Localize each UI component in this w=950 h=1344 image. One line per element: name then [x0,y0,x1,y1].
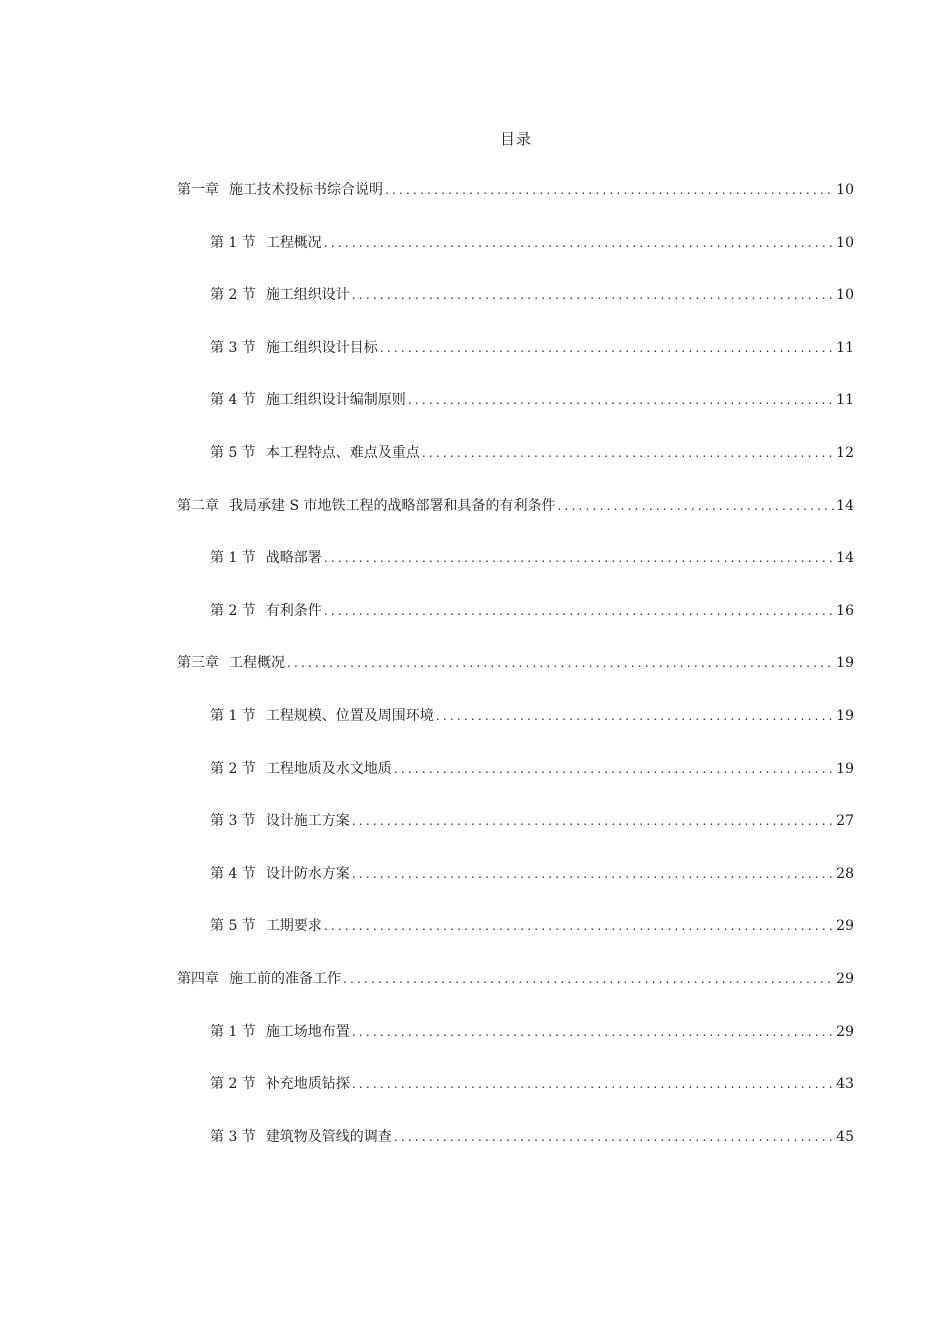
entry-title: 施工场地布置 [265,1024,350,1040]
entry-page-number: 11 [836,392,854,408]
dot-leader [394,759,834,779]
entry-number: 第 4 节 [210,866,256,882]
entry-number: 第 2 节 [210,761,256,777]
entry-page-number: 12 [836,445,854,461]
dot-leader [343,969,834,989]
entry-number: 第三章 [177,655,219,671]
toc-section-entry[interactable] [210,443,854,463]
entry-number: 第 5 节 [210,445,256,461]
entry-title: 施工前的准备工作 [229,971,341,987]
toc-section-entry[interactable] [210,233,854,253]
toc-chapter-entry[interactable] [177,180,854,200]
entry-page-number: 29 [836,1024,854,1040]
toc-section-entry[interactable] [210,916,854,936]
toc-chapter-entry[interactable] [177,496,854,516]
toc-chapter-entry[interactable] [177,653,854,673]
dot-leader [324,233,834,253]
entry-page-number: 10 [836,235,854,251]
dot-leader [324,916,834,936]
entry-page-number: 11 [836,340,854,356]
dot-leader [352,864,834,884]
entry-number: 第 2 节 [210,603,256,619]
toc-section-entry[interactable] [210,285,854,305]
toc-section-entry[interactable] [210,1074,854,1094]
entry-title: 工程概况 [265,235,322,251]
dot-leader [380,338,834,358]
entry-title: 施工组织设计 [265,287,350,303]
entry-page-number: 29 [836,971,854,987]
entry-title: 有利条件 [265,603,322,619]
entry-title: 建筑物及管线的调查 [265,1129,392,1145]
entry-title: 施工组织设计编制原则 [265,392,406,408]
dot-leader [287,653,834,673]
entry-page-number: 27 [836,813,854,829]
entry-page-number: 28 [836,866,854,882]
entry-page-number: 19 [836,761,854,777]
toc-title: 目录 [499,130,532,148]
entry-number: 第一章 [177,182,219,198]
entry-number: 第四章 [177,971,219,987]
entry-number: 第 1 节 [210,550,256,566]
toc-section-entry[interactable] [210,390,854,410]
entry-title: 本工程特点、难点及重点 [265,445,420,461]
toc-section-entry[interactable] [210,706,854,726]
entry-title: 工程规模、位置及周围环境 [265,708,434,724]
entry-page-number: 16 [836,603,854,619]
dot-leader [324,548,834,568]
entry-title: 设计防水方案 [265,866,350,882]
toc-section-entry[interactable] [210,338,854,358]
entry-number: 第 5 节 [210,918,256,934]
entry-number: 第 2 节 [210,1076,256,1092]
entry-title: 施工组织设计目标 [265,340,378,356]
entry-number: 第 1 节 [210,1024,256,1040]
dot-leader [422,443,834,463]
toc-section-entry[interactable] [210,1022,854,1042]
entry-title: 我局承建 S 市地铁工程的战略部署和具备的有利条件 [229,498,556,514]
toc-chapter-entry[interactable] [177,969,854,989]
entry-page-number: 14 [836,498,854,514]
entry-title: 战略部署 [265,550,322,566]
dot-leader [352,811,834,831]
entry-number: 第 3 节 [210,813,256,829]
entry-title: 设计施工方案 [265,813,350,829]
entry-number: 第 4 节 [210,392,256,408]
dot-leader [385,180,834,200]
toc-section-entry[interactable] [210,548,854,568]
entry-number: 第 2 节 [210,287,256,303]
toc-section-entry[interactable] [210,601,854,621]
entry-page-number: 10 [836,287,854,303]
entry-page-number: 43 [836,1076,854,1092]
dot-leader [436,706,834,726]
entry-title: 工程概况 [229,655,285,671]
entry-number: 第 3 节 [210,340,256,356]
entry-title: 施工技术投标书综合说明 [229,182,383,198]
dot-leader [558,496,835,516]
dot-leader [352,1022,834,1042]
entry-title: 工程地质及水文地质 [265,761,392,777]
dot-leader [352,285,834,305]
entry-page-number: 45 [836,1129,854,1145]
entry-page-number: 10 [836,182,854,198]
entry-title: 补充地质钻探 [265,1076,350,1092]
entry-page-number: 29 [836,918,854,934]
dot-leader [324,601,834,621]
entry-title: 工期要求 [265,918,322,934]
entry-number: 第 1 节 [210,708,256,724]
entry-page-number: 14 [836,550,854,566]
toc-section-entry[interactable] [210,811,854,831]
entry-number: 第 3 节 [210,1129,256,1145]
toc-section-entry[interactable] [210,759,854,779]
entry-number: 第 1 节 [210,235,256,251]
entry-number: 第二章 [177,498,219,514]
dot-leader [408,390,834,410]
entry-page-number: 19 [836,655,854,671]
dot-leader [352,1074,834,1094]
toc-section-entry[interactable] [210,864,854,884]
entry-page-number: 19 [836,708,854,724]
dot-leader [394,1127,834,1147]
toc-section-entry[interactable] [210,1127,854,1147]
